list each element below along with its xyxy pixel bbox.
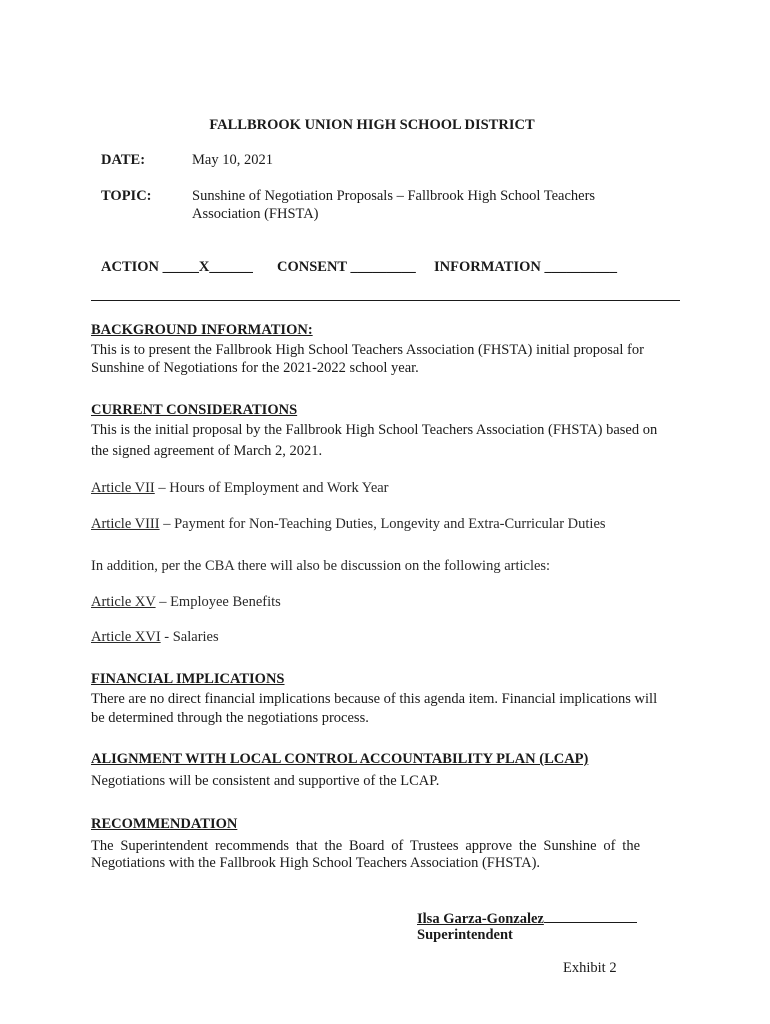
considerations-heading: CURRENT CONSIDERATIONS: [91, 402, 298, 418]
considerations-line-2: the signed agreement of March 2, 2021.: [91, 443, 323, 459]
consent-field: CONSENT _________: [277, 259, 416, 275]
topic-line-2: Association (FHSTA): [192, 206, 319, 222]
signature-name: Ilsa Garza-Gonzalez: [417, 911, 544, 927]
recommendation-heading: RECOMMENDATION: [91, 816, 238, 832]
recommendation-line-2: Negotiations with the Fallbrook High School Teachers Association (FHSTA).: [91, 855, 541, 871]
considerations-line-1: This is the initial proposal by the Fallbrook High School Teachers Association (FHSTA) based on: [91, 422, 658, 438]
date-label: DATE:: [101, 152, 146, 168]
article-ref: Article VIII: [91, 516, 160, 532]
article-item: [91, 480, 389, 497]
district-title-text: FALLBROOK UNION HIGH SCHOOL DISTRICT: [209, 117, 535, 133]
article-item: [91, 516, 606, 533]
information-field: INFORMATION __________: [434, 259, 617, 275]
article-desc: – Hours of Employment and Work Year: [154, 480, 389, 496]
addition-text: In addition, per the CBA there will also be discussion on the following articles:: [91, 558, 551, 574]
article-ref: Article XVI: [91, 629, 161, 645]
signature-title: Superintendent: [417, 927, 513, 943]
district-title: [0, 117, 770, 134]
signature-line: [544, 908, 637, 923]
background-line-2: Sunshine of Negotiations for the 2021-2022 school year.: [91, 360, 419, 376]
background-line-1: This is to present the Fallbrook High School Teachers Association (FHSTA) initial proposal for: [91, 342, 644, 358]
financial-line-2: be determined through the negotiations process.: [91, 710, 369, 726]
article-item: [91, 629, 219, 646]
background-heading: BACKGROUND INFORMATION:: [91, 322, 313, 338]
financial-line-1: There are no direct financial implications because of this agenda item. Financial implications will: [91, 691, 658, 707]
exhibit-label: Exhibit 2: [563, 960, 617, 976]
article-item: [91, 594, 281, 611]
financial-heading: FINANCIAL IMPLICATIONS: [91, 671, 285, 687]
article-ref: Article XV: [91, 594, 156, 610]
header-divider: [91, 300, 680, 301]
article-ref: Article VII: [91, 480, 155, 496]
recommendation-line-1: The Superintendent recommends that the Board of Trustees approve the Sunshine of the: [91, 838, 641, 854]
alignment-line-1: Negotiations will be consistent and supportive of the LCAP.: [91, 773, 440, 789]
action-field: ACTION _____X______: [101, 259, 253, 275]
topic-label: TOPIC:: [101, 188, 152, 204]
article-desc: - Salaries: [160, 629, 219, 645]
signature-name-row: [417, 908, 637, 928]
alignment-heading: ALIGNMENT WITH LOCAL CONTROL ACCOUNTABILITY PLAN (LCAP): [91, 751, 589, 767]
article-desc: – Payment for Non-Teaching Duties, Longevity and Extra-Curricular Duties: [159, 516, 606, 532]
date-value: May 10, 2021: [192, 152, 273, 168]
recommendation-line-1-wrap: [91, 838, 680, 855]
article-desc: – Employee Benefits: [155, 594, 281, 610]
topic-line-1: Sunshine of Negotiation Proposals – Fallbrook High School Teachers: [192, 188, 596, 204]
